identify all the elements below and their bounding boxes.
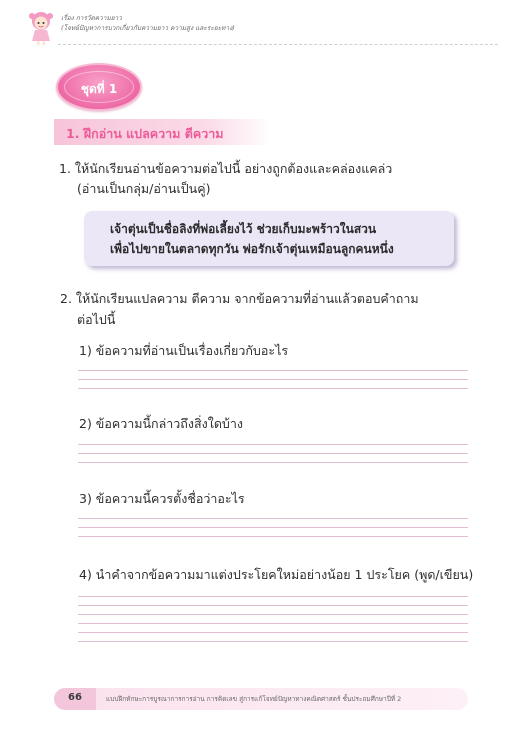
answer-lines-2[interactable] — [78, 436, 468, 463]
header-text — [61, 13, 235, 33]
set-badge — [56, 63, 142, 111]
passage-line-1: เจ้าตุ่นเป็นชื่อลิงที่พ่อเลี้ยงไว้ ช่วยเก็บมะพร้าวในสวน — [110, 222, 377, 236]
item1-note: (อ่านเป็นกลุ่ม/อ่านเป็นคู่) — [77, 181, 211, 196]
girl-mascot-icon — [26, 10, 56, 46]
item1-instruction: 1. ให้นักเรียนอ่านข้อความต่อไปนี้ อย่างถูกต้องและคล่องแคล่ว — [59, 161, 393, 176]
question-3: 3) ข้อความนี้ควรตั้งชื่อว่าอะไร — [79, 491, 245, 506]
answer-line[interactable] — [78, 528, 468, 537]
footer-text: แบบฝึกทักษะการบูรณาการการอ่าน การคิดเลข สู่การแก้โจทย์ปัญหาทางคณิตศาสตร์ ชั้นประถมศึกษาปีที่ 2 — [106, 695, 402, 703]
question-2: 2) ข้อความนี้กล่าวถึงสิ่งใดบ้าง — [79, 416, 243, 431]
header-topic: เรื่อง การวัดความยาว — [61, 14, 122, 22]
question-4: 4) นำคำจากข้อความมาแต่งประโยคใหม่อย่างน้อย 1 ประโยค (พูด/เขียน) — [79, 567, 474, 582]
answer-line[interactable] — [78, 588, 468, 597]
answer-line[interactable] — [78, 615, 468, 624]
answer-line[interactable] — [78, 362, 468, 371]
page-header — [24, 8, 504, 48]
reading-passage-box — [84, 211, 454, 266]
answer-line[interactable] — [78, 380, 468, 389]
item2-continuation: ต่อไปนี้ — [77, 312, 116, 327]
set-label: ชุดที่ 1 — [80, 82, 118, 96]
answer-line[interactable] — [78, 371, 468, 380]
answer-line[interactable] — [78, 633, 468, 642]
answer-lines-4[interactable] — [78, 588, 468, 642]
section-heading — [54, 119, 272, 145]
question-1: 1) ข้อความที่อ่านเป็นเรื่องเกี่ยวกับอะไร — [79, 343, 289, 358]
item2-instruction: 2. ให้นักเรียนแปลความ ตีความ จากข้อความที่อ่านแล้วตอบคำถาม — [60, 291, 419, 306]
section-title: 1. ฝึกอ่าน แปลความ ตีความ — [66, 126, 224, 141]
answer-line[interactable] — [78, 445, 468, 454]
answer-line[interactable] — [78, 510, 468, 519]
header-divider — [58, 44, 498, 45]
answer-line[interactable] — [78, 436, 468, 445]
answer-line[interactable] — [78, 454, 468, 463]
page-footer — [54, 688, 468, 710]
answer-line[interactable] — [78, 624, 468, 633]
answer-lines-1[interactable] — [78, 362, 468, 389]
answer-line[interactable] — [78, 519, 468, 528]
answer-line[interactable] — [78, 597, 468, 606]
page-number-tab — [54, 688, 96, 710]
passage-line-2: เพื่อไปขายในตลาดทุกวัน พ่อรักเจ้าตุ่นเหมือนลูกคนหนึ่ง — [110, 242, 394, 256]
page-number: 66 — [68, 692, 82, 703]
answer-line[interactable] — [78, 606, 468, 615]
answer-lines-3[interactable] — [78, 510, 468, 537]
header-subtopic: (โจทย์ปัญหาการบวกเกี่ยวกับความยาว ความสูง และระยะทาง) — [61, 24, 235, 32]
